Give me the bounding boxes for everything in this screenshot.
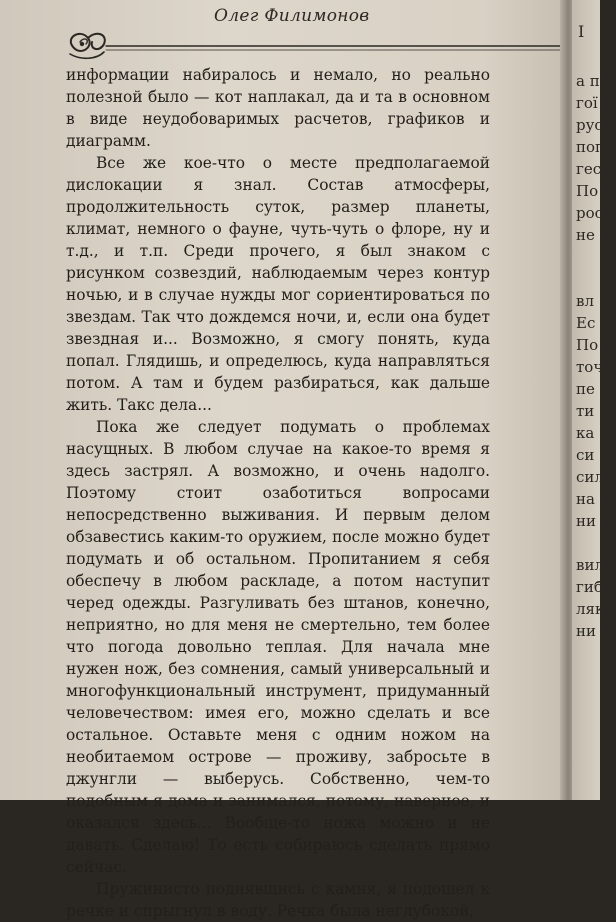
body-text — [66, 64, 490, 922]
facing-line: а п — [576, 72, 600, 90]
running-head-author: Олег Филимонов — [214, 6, 370, 26]
facing-line: рус — [576, 116, 603, 134]
facing-line: По — [576, 336, 599, 354]
facing-line: пог — [576, 138, 603, 156]
facing-line: рос — [576, 204, 604, 222]
facing-line: вл — [576, 292, 594, 310]
facing-line: ти — [576, 402, 595, 420]
facing-line — [576, 246, 616, 268]
facing-line: Ес — [576, 314, 596, 332]
facing-line: гес — [576, 160, 602, 178]
facing-line: гої — [576, 94, 598, 112]
paragraph-3: Пока же следует подумать о проблемах насущных. В любом случае на какое-то время я здесь застрял. А возможно, и очень надолго. Поэтому стоит озаботиться вопросами непосредственно выживания. И первым делом обзавестись каким-то оружием, после можно будет подумать и об остальном. Пропитанием я себя обеспечу в любом раскладе, а потом наступит черед одежды. Разгуливать без штанов, конечно, неприятно, но для меня не смертельно, тем более что погода довольно теплая. Для начала мне нужен нож, без сомнения, самый универсальный и многофункциональный инструмент, придуманный человечеством: имея его, можно сделать и все остальное. Оставьте меня с одним ножом на необитаемом острове — проживу, забросьте в джунгли — выберусь. Собственно, чем-то подобным я дома и занимался, потому, наверное, и оказался здесь... Вообще-то ножа можно и не давать. Сделаю! То есть собираюсь сделать прямо сейчас. — [66, 418, 490, 876]
facing-line: вил — [576, 556, 604, 574]
facing-line: гиб — [576, 578, 603, 596]
facing-line: сил — [576, 468, 604, 486]
facing-line — [576, 532, 616, 554]
facing-line — [576, 268, 616, 290]
facing-line: ка — [576, 424, 595, 442]
facing-page-text — [576, 70, 616, 642]
facing-line: точ — [576, 358, 604, 376]
facing-line: ни — [576, 512, 596, 530]
facing-line: По — [576, 182, 599, 200]
facing-line: ни — [576, 622, 596, 640]
facing-page-head: I — [578, 22, 585, 41]
facing-line: си — [576, 446, 595, 464]
paragraph-4: Пружинисто поднявшись с камня, я подошел к речке и спрыгнул в воду. Речка была неглубокой, — [66, 880, 490, 920]
facing-line: пе — [576, 380, 595, 398]
paragraph-1: информации набиралось и немало, но реально полезной было — кот наплакал, да и та в основном в виде неудобоваримых расчетов, графиков и диаграмм. — [66, 66, 490, 150]
header-ornament — [60, 26, 560, 62]
facing-page — [572, 0, 605, 800]
facing-line: на — [576, 490, 595, 508]
facing-line: не — [576, 226, 595, 244]
facing-line: ляк — [576, 600, 605, 618]
paragraph-2: Все же кое-что о месте предполагаемой дислокации я знал. Состав атмосферы, продолжительность суток, размер планеты, климат, немного о фауне, чуть-чуть о флоре, ну и т.д., и т.п. Среди прочего, я был знаком с рисунком созвездий, наблюдаемым через контур ночью, и в случае нужды мог сориентироваться по звездам. Так что дождемся ночи, и, если она будет звездная и... Возможно, я смогу понять, куда попал. Глядишь, и определюсь, куда направляться потом. А там и будем разбираться, как дальше жить. Такс дела... — [66, 154, 490, 414]
